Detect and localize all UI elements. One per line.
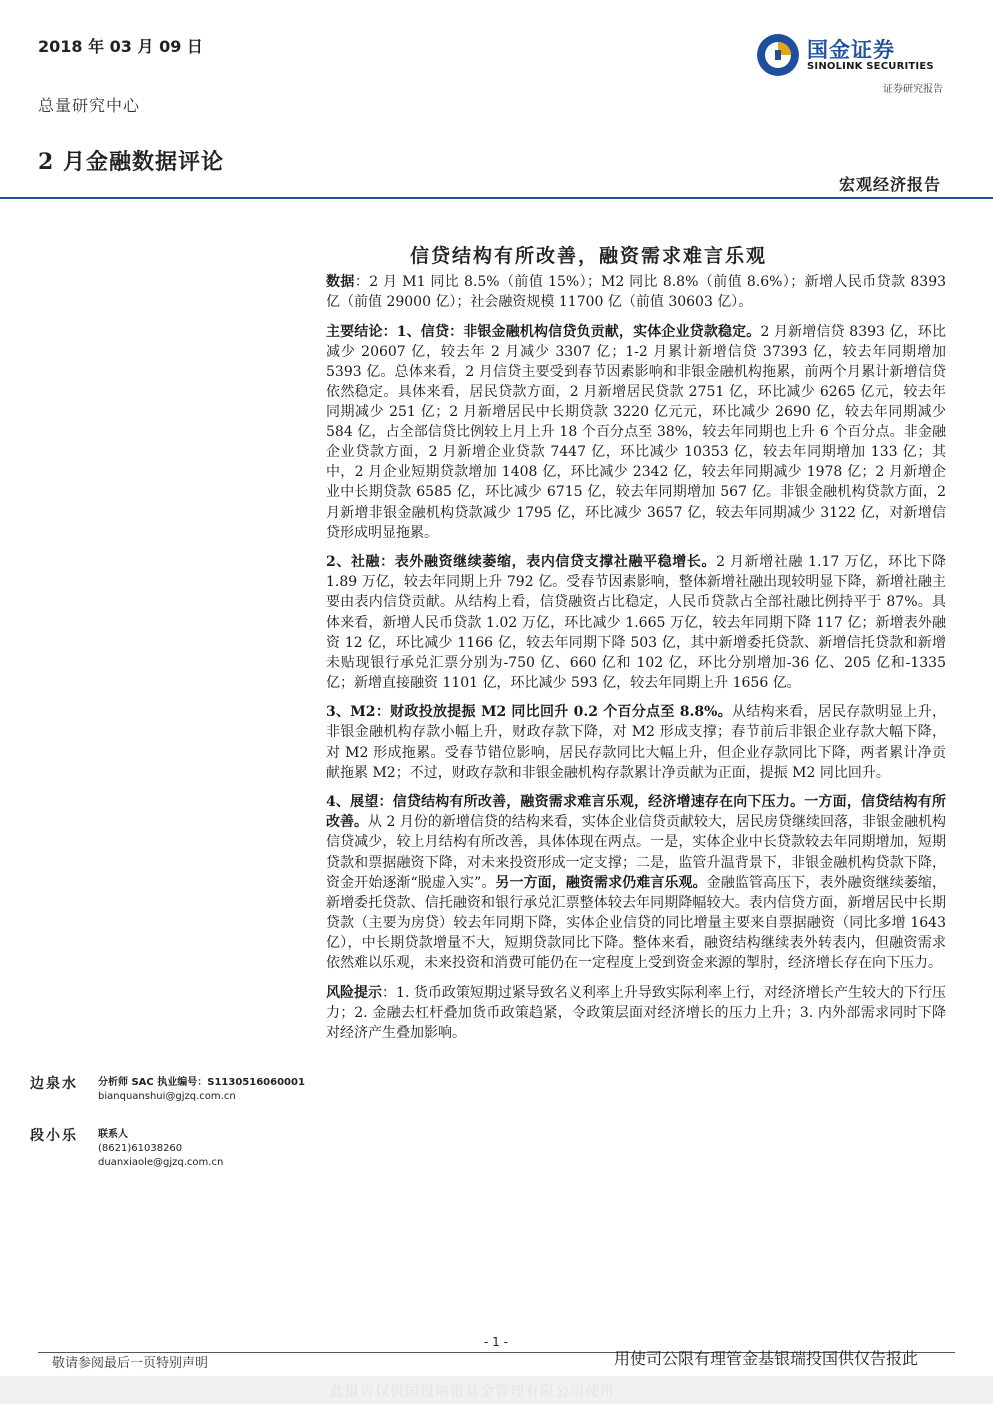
outlook-text-b: 金融监管高压下，表外融资继续萎缩，新增委托贷款、信托融资和银行承兑汇票整体较去年同期降幅较大。表内信贷方面，新增居民中长期贷款（主要为房贷）较去年同期下降，实体企业信贷的同比增量主要来自票据融资（同比多增 1643 亿），中长期贷款增量不大，短期贷款同比下降。整体来看，融资结构继续表外转表内，但融资需求依然难以乐观，未来投资和消费可能仍在一定程度上受到资金来源的掣肘，经济增长存在向下压力。 (326, 874, 947, 971)
footer-right-text: 用使司公限有理管金基银瑞投国供仅告报此 (614, 1349, 919, 1368)
analyst-email[interactable]: duanxiaole@gjzq.com.cn (98, 1157, 224, 1168)
research-center: 总量研究中心 (38, 96, 141, 115)
conclusion-credit-lead: 主要结论：1、信贷：非银金融机构信贷负贡献，实体企业贷款稳定。 (326, 323, 761, 340)
logo-english-name: SINOLINK SECURITIES (807, 61, 934, 72)
sinolink-logo-icon (755, 32, 801, 78)
main-content (326, 272, 946, 1052)
analyst-block (30, 1073, 320, 1177)
report-headline: 信贷结构有所改善，融资需求难言乐观 (410, 245, 768, 267)
m2-text: 从结构来看，居民存款明显上升，非银金融机构存款小幅上升，财政存款下降，对 M2 形成支撑；春节前后非银企业存款大幅下降，对 M2 形成拖累。受春节错位影响，居民存款同比大幅上升，但企业存款同比下降，两者累计净贡献拖累 M2；不过，财政存款和非银金融机构存款累计净贡献为正面，提振 M2 同比回升。 (326, 704, 947, 781)
outlook-mid-lead: 另一方面，融资需求仍难言乐观。 (495, 874, 707, 891)
outlook-text-a: 从 2 月份的新增信贷的结构来看，实体企业信贷贡献较大，居民房贷继续回落，非银金融机构信贷减少，较上月结构有所改善，具体体现在两点。一是，实体企业中长贷款较去年同期增加，短期贷款和票据融资下降，对未来投资形成一定支撑；二是，监管升温背景下，非银金融机构贷款下降，资金开始逐渐“脱虚入实”。 (326, 814, 946, 891)
watermark-text: 此报告仅供国投瑞银基金管理有限公司使用 (330, 1384, 615, 1400)
social-financing-lead: 2、社融：表外融资继续萎缩，表内信贷支撑社融平稳增长。 (326, 554, 717, 571)
analyst-email[interactable]: bianquanshui@gjzq.com.cn (98, 1091, 236, 1102)
analyst-entry (30, 1073, 320, 1125)
report-tag: 证券研究报告 (883, 84, 943, 95)
data-text: ：2 月 M1 同比 8.5%（前值 15%）；M2 同比 8.8%（前值 8.6%）；新增人民币贷款 8393 亿（前值 29000 亿）；社会融资规模 11700 亿（前值 30603 亿）。 (326, 274, 947, 311)
risk-paragraph (326, 983, 946, 1043)
logo-chinese-name: 国金证券 (807, 38, 895, 62)
header-divider (0, 197, 993, 199)
m2-lead: 3、M2：财政投放提振 M2 同比回升 0.2 个百分点至 8.8%。 (326, 704, 733, 721)
data-paragraph (326, 272, 946, 312)
page-number: - 1 - (484, 1335, 508, 1349)
analyst-name: 段小乐 (30, 1128, 78, 1144)
disclaimer-note: 敬请参阅最后一页特别声明 (52, 1356, 209, 1371)
data-label: 数据 (326, 274, 355, 290)
social-financing-paragraph (326, 552, 946, 693)
conclusion-credit-text: 2 月新增信贷 8393 亿，环比减少 20607 亿，较去年 2 月减少 3307 亿；1-2 月累计新增信贷 37393 亿，较去年同期增加 5393 亿。总体来看，2 月信贷主要受到春节因素影响和非银金融机构拖累，前两个月累计新增信贷依然稳定。具体来看，居民贷款方面，2 月新增居民贷款 2751 亿，环比减少 6265 亿元，较去年同期减少 251 亿；2 月新增居民中长期贷款 3220 亿元元，环比减少 2690 亿，较去年同期减少 584 亿，占全部信贷比例较上月上升 18 个百分点至 38%，较去年同期也上升 6 个百分点。非金融企业贷款方面，2 月新增企业贷款 7447 亿，环比减少 10353 亿，较去年同期增加 133 亿；其中，2 月企业短期贷款增加 1408 亿，环比减少 2342 亿，较去年同期减少 1978 亿；2 月新增企业中长期贷款 6585 亿，环比减少 6715 亿，较去年同期增加 567 亿。非银金融机构贷款方面，2 月新增非银金融机构贷款减少 1795 亿，环比减少 3657 亿，较去年同期减少 3122 亿，对新增信贷形成明显拖累。 (326, 323, 946, 541)
risk-label: 风险提示 (326, 984, 383, 1001)
analyst-entry (30, 1125, 320, 1177)
analyst-role: 联系人 (98, 1129, 128, 1140)
report-date: 2018 年 03 月 09 日 (38, 37, 203, 56)
analyst-role: 分析师 SAC 执业编号：S1130516060001 (98, 1077, 305, 1088)
analyst-phone: (8621)61038260 (98, 1143, 183, 1154)
analyst-info (98, 1076, 305, 1104)
analyst-info (98, 1128, 223, 1170)
document-title: 2 月金融数据评论 (38, 149, 224, 175)
outlook-lead: 4、展望：信贷结构有所改善，融资需求难言乐观，经济增速存在向下压力。一方面，信贷结构有所改善。 (326, 794, 946, 831)
outlook-paragraph (326, 792, 946, 973)
report-type: 宏观经济报告 (838, 175, 941, 194)
analyst-name: 边泉水 (30, 1076, 78, 1092)
social-financing-text: 2 月新增社融 1.17 万亿，环比下降 1.89 万亿，较去年同期上升 792 亿。受春节因素影响，整体新增社融出现较明显下降，新增社融主要由表内信贷贡献。从结构上看，信贷融资占比稳定，人民币贷款占全部社融比例持平于 87%。具体来看，新增人民币贷款 1.02 万亿，环比减少 1.665 万亿，较去年同期下降 117 亿；新增表外融资 12 亿，环比减少 1166 亿，较去年同期下降 503 亿，其中新增委托贷款、新增信托贷款和新增未贴现银行承兑汇票分别为-750 亿、660 亿和 102 亿，环比分别增加-36 亿、205 亿和-1335 亿；新增直接融资 1101 亿，环比减少 593 亿，较去年同期上升 1656 亿。 (326, 554, 946, 691)
m2-paragraph (326, 702, 946, 782)
conclusion-credit-paragraph (326, 322, 946, 543)
risk-text: ：1. 货币政策短期过紧导致名义利率上升导致实际利率上行，对经济增长产生较大的下行压力；2. 金融去杠杆叠加货币政策趋紧，令政策层面对经济增长的压力上升；3. 内外部需求同时下降对经济产生叠加影响。 (326, 984, 947, 1041)
